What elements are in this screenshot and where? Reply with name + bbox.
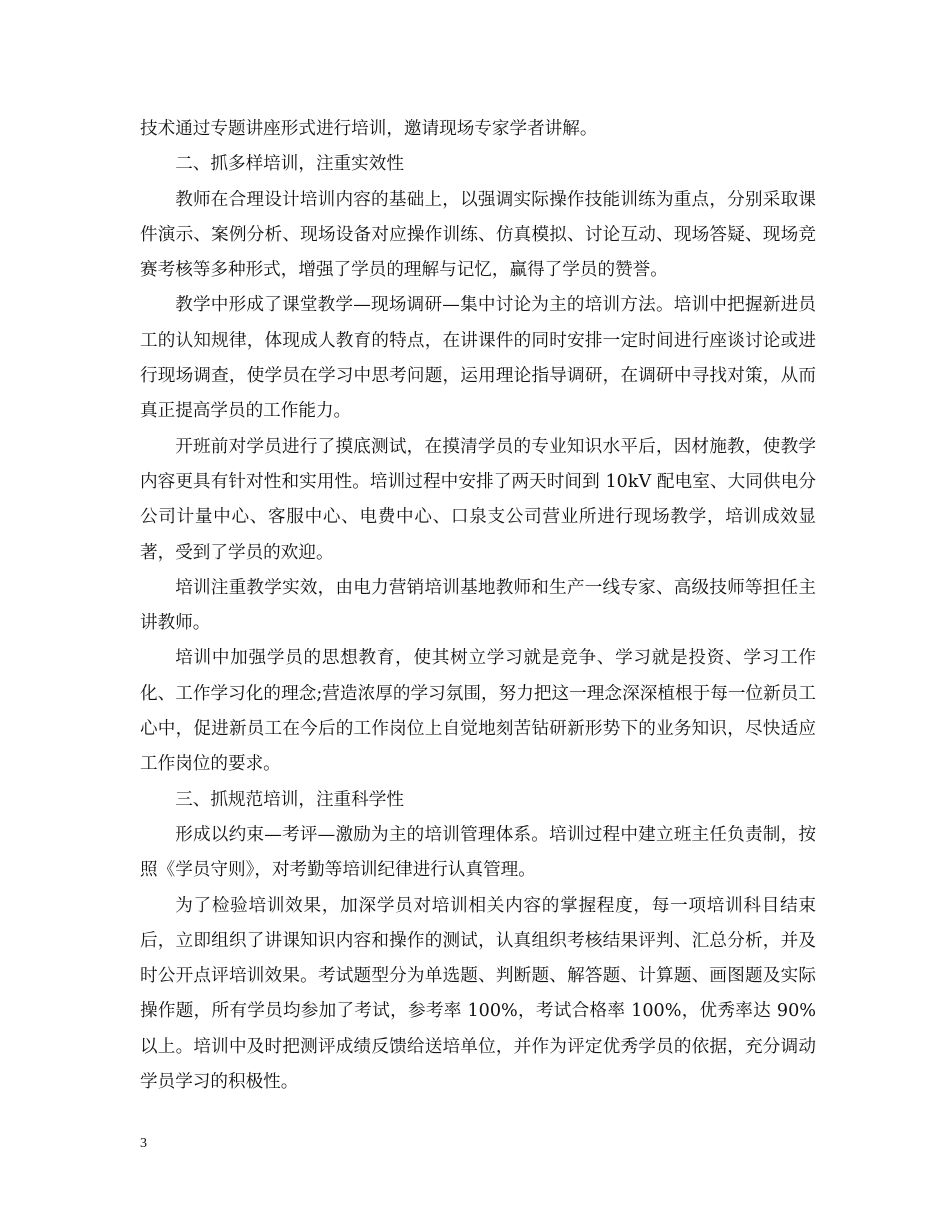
paragraph: 形成以约束—考评—激励为主的培训管理体系。培训过程中建立班主任负责制，按照《学员守则》，对考勤等培训纪律进行认真管理。	[140, 824, 816, 881]
page-number: 3	[140, 1136, 147, 1151]
paragraph: 教师在合理设计培训内容的基础上，以强调实际操作技能训练为重点，分别采取课件演示、案例分析、现场设备对应操作训练、仿真模拟、讨论互动、现场答疑、现场竞赛考核等多种形式，增强了学员的理解与记忆，赢得了学员的赞誉。	[140, 189, 816, 281]
section-heading-2: 二、抓多样培训，注重实效性	[175, 154, 404, 175]
paragraph: 培训中加强学员的思想教育，使其树立学习就是竞争、学习就是投资、学习工作化、工作学习化的理念;营造浓厚的学习氛围，努力把这一理念深深植根于每一位新员工心中，促进新员工在今后的工作岗位上自觉地刻苦钻研新形势下的业务知识，尽快适应工作岗位的要求。	[140, 648, 816, 775]
section-heading-3: 三、抓规范培训，注重科学性	[175, 789, 404, 810]
paragraph: 教学中形成了课堂教学—现场调研—集中讨论为主的培训方法。培训中把握新进员工的认知规律，体现成人教育的特点，在讲课件的同时安排一定时间进行座谈讨论或进行现场调查，使学员在学习中思考问题，运用理论指导调研，在调研中寻找对策，从而真正提高学员的工作能力。	[140, 295, 816, 422]
document-body	[140, 112, 816, 1100]
paragraph: 培训注重教学实效，由电力营销培训基地教师和生产一线专家、高级技师等担任主讲教师。	[140, 577, 816, 634]
paragraph-continuation: 技术通过专题讲座形式进行培训，邀请现场专家学者讲解。	[140, 119, 598, 139]
paragraph: 开班前对学员进行了摸底测试，在摸清学员的专业知识水平后，因材施教，使教学内容更具有针对性和实用性。培训过程中安排了两天时间到 10kV 配电室、大同供电分公司计量中心、客服中心、电费中心、口泉支公司营业所进行现场教学，培训成效显著，受到了学员的欢迎。	[140, 436, 816, 563]
paragraph: 为了检验培训效果，加深学员对培训相关内容的掌握程度，每一项培训科目结束后，立即组织了讲课知识内容和操作的测试，认真组织考核结果评判、汇总分析，并及时公开点评培训效果。考试题型分为单选题、判断题、解答题、计算题、画图题及实际操作题，所有学员均参加了考试，参考率 100%，考试合格率 100%，优秀率达 90%以上。培训中及时把测评成绩反馈给送培单位，并作为评定优秀学员的依据，充分调动学员学习的积极性。	[140, 895, 816, 1093]
